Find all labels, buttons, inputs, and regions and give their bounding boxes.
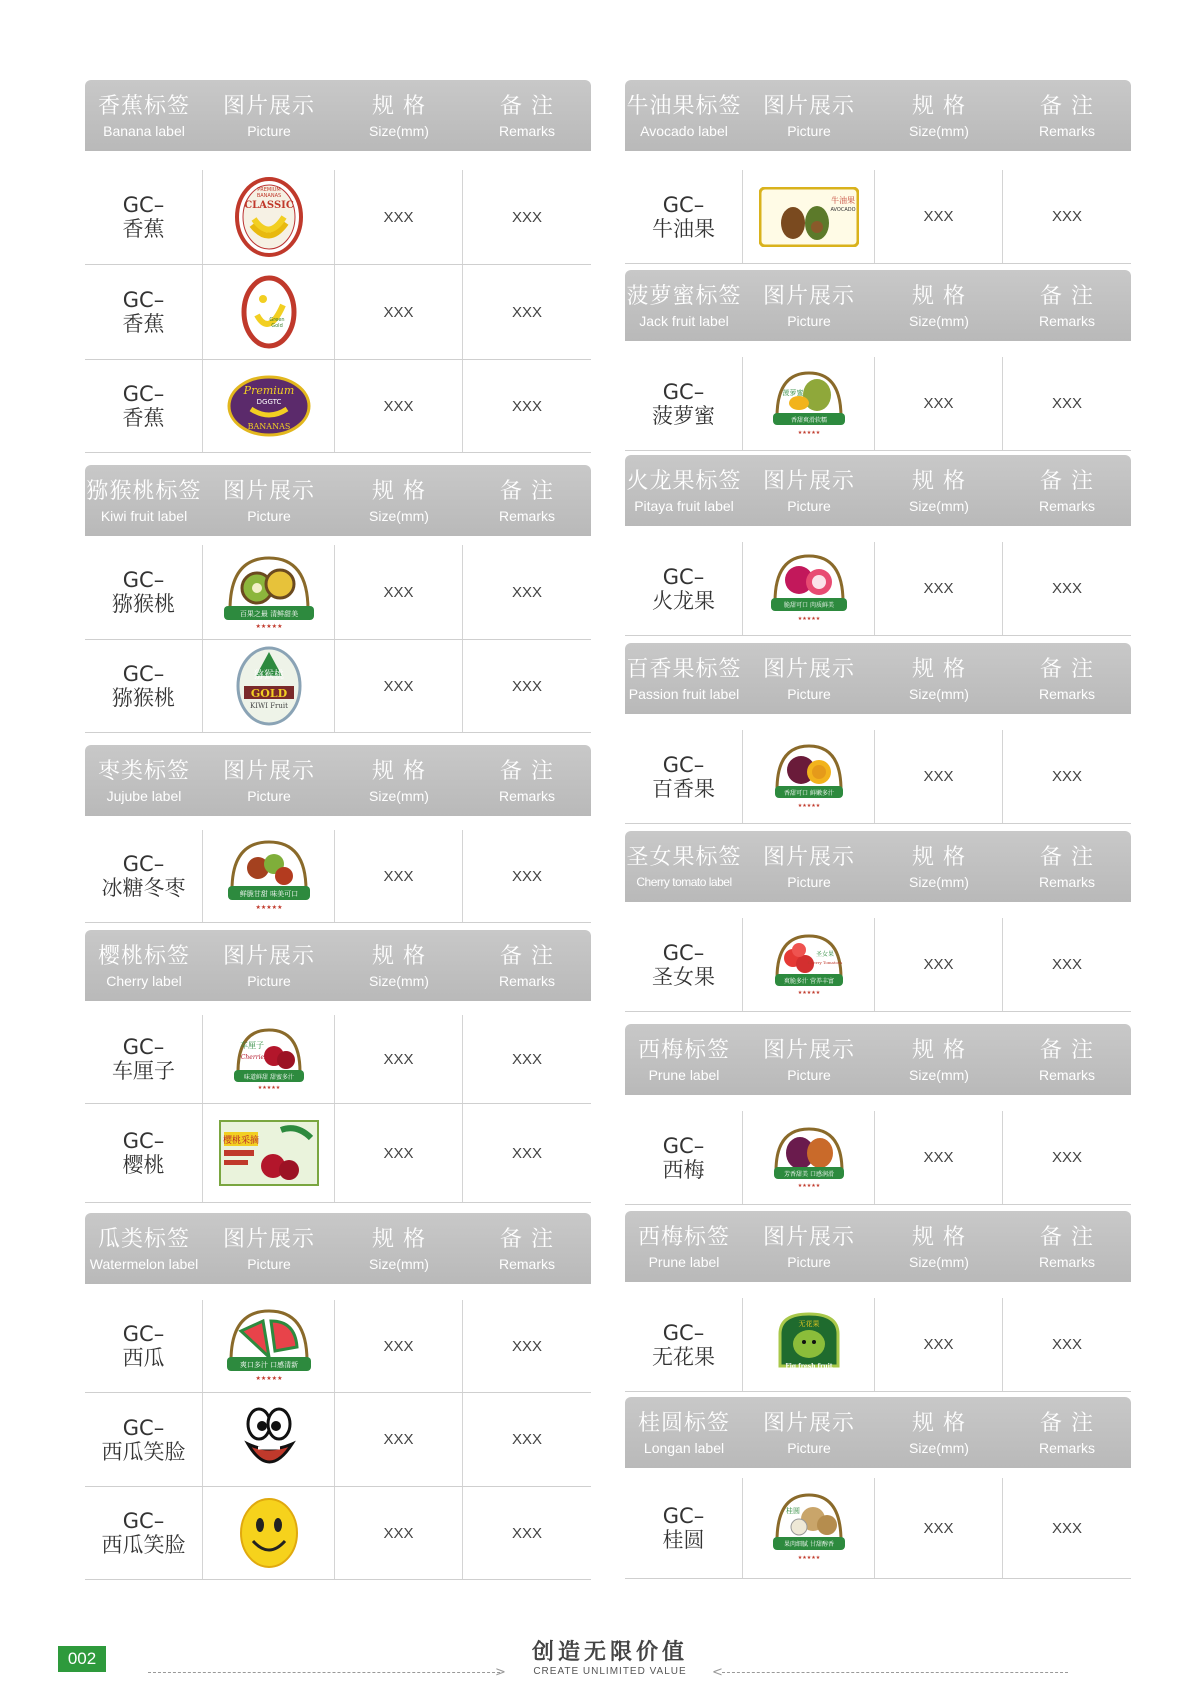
size-header-en: Size(mm) xyxy=(909,1254,969,1270)
size-header-en: Size(mm) xyxy=(369,508,429,524)
section-title-en: Pitaya fruit label xyxy=(634,498,734,514)
picture-header-cn: 图片展示 xyxy=(762,657,855,682)
remarks-value: XXX xyxy=(1051,1149,1082,1166)
section-title-cn: 香蕉标签 xyxy=(97,94,190,119)
product-name: GC– 西瓜 xyxy=(122,1322,165,1370)
cherry-tomato-label-icon xyxy=(771,932,847,998)
size-header-en: Size(mm) xyxy=(909,686,969,702)
svg-text:★★★★★: ★★★★★ xyxy=(797,429,820,436)
svg-text:牛油果: 牛油果 xyxy=(830,195,855,205)
svg-text:香甜可口 鲜嫩多汁: 香甜可口 鲜嫩多汁 xyxy=(783,789,834,797)
picture-cell xyxy=(203,265,335,359)
section-title-cn: 枣类标签 xyxy=(97,759,190,784)
product-name: GC– 猕猴桃 xyxy=(112,662,175,710)
smiley-face-label-icon xyxy=(239,1497,299,1569)
size-value: XXX xyxy=(923,395,954,412)
section-header-prune xyxy=(625,1024,1131,1095)
table-row xyxy=(85,265,591,360)
table-row xyxy=(625,1478,1131,1579)
section-title-cn: 桂圆标签 xyxy=(637,1411,730,1436)
passion-fruit-label-icon xyxy=(771,742,847,812)
svg-text:爽脆多汁 营养丰富: 爽脆多汁 营养丰富 xyxy=(783,977,834,985)
banana-classic-label-icon xyxy=(234,177,304,257)
table-row xyxy=(625,542,1131,636)
section-header-jackfruit xyxy=(625,270,1131,341)
svg-text:★★★★★: ★★★★★ xyxy=(797,615,820,622)
picture-header-cn: 图片展示 xyxy=(762,1411,855,1436)
product-name: GC– 火龙果 xyxy=(652,564,715,613)
svg-text:★★★★★: ★★★★★ xyxy=(257,1085,280,1091)
table-row xyxy=(85,360,591,453)
size-header-cn: 规 格 xyxy=(912,284,966,309)
section-title-cn: 樱桃标签 xyxy=(97,944,190,969)
size-header-cn: 规 格 xyxy=(372,759,426,784)
size-value: XXX xyxy=(923,1149,954,1166)
table-row xyxy=(85,1104,591,1203)
remarks-value: XXX xyxy=(1051,208,1082,225)
remarks-value: XXX xyxy=(511,583,542,601)
size-value: XXX xyxy=(923,1519,954,1537)
table-row xyxy=(85,1393,591,1487)
remarks-header-en: Remarks xyxy=(1038,123,1095,139)
remarks-value: XXX xyxy=(511,303,542,321)
picture-header-cn: 图片展示 xyxy=(762,469,855,494)
svg-text:★★★★★: ★★★★★ xyxy=(797,1182,820,1189)
remarks-value: XXX xyxy=(1051,580,1082,597)
table-row xyxy=(625,730,1131,824)
remarks-header-en: Remarks xyxy=(498,973,555,989)
size-header-cn: 规 格 xyxy=(912,469,966,494)
remarks-value: XXX xyxy=(511,1431,542,1448)
picture-header-en: Picture xyxy=(787,874,831,890)
table-row xyxy=(85,1015,591,1104)
cherry-rectangle-label-icon xyxy=(219,1120,319,1186)
section-title-en: Avocado label xyxy=(640,123,728,139)
table-row xyxy=(625,918,1131,1012)
table-row xyxy=(625,1298,1131,1392)
arrow-right-icon: > xyxy=(495,1665,506,1680)
remarks-header-cn: 备 注 xyxy=(500,944,554,969)
remarks-value: XXX xyxy=(1051,768,1082,785)
picture-cell xyxy=(743,1298,875,1391)
picture-cell xyxy=(743,1111,875,1204)
remarks-value: XXX xyxy=(511,1050,542,1068)
picture-header-cn: 图片展示 xyxy=(762,94,855,119)
remarks-header-cn: 备 注 xyxy=(1040,1411,1094,1436)
remarks-header-en: Remarks xyxy=(1038,1254,1095,1270)
footer-divider-right xyxy=(722,1672,1068,1673)
svg-text:Cherry Tomatoes: Cherry Tomatoes xyxy=(807,959,842,965)
table-row xyxy=(85,1300,591,1393)
remarks-header-en: Remarks xyxy=(1038,1440,1095,1456)
size-value: XXX xyxy=(923,768,954,785)
remarks-header-cn: 备 注 xyxy=(1040,469,1094,494)
svg-text:爽口多汁 口感清新: 爽口多汁 口感清新 xyxy=(239,1361,298,1369)
section-header-prune-fig xyxy=(625,1211,1131,1282)
section-header-longan xyxy=(625,1397,1131,1468)
product-name: GC– 车厘子 xyxy=(112,1035,175,1083)
fig-label-icon xyxy=(774,1310,844,1380)
picture-header-cn: 图片展示 xyxy=(222,1227,315,1252)
section-title-cn: 牛油果标签 xyxy=(626,94,742,119)
watermelon-label-icon xyxy=(223,1307,315,1385)
picture-cell xyxy=(203,830,335,922)
size-value: XXX xyxy=(383,208,414,226)
size-value: XXX xyxy=(383,303,414,321)
remarks-header-en: Remarks xyxy=(498,123,555,139)
svg-text:车厘子: 车厘子 xyxy=(239,1041,264,1050)
svg-text:★★★★★: ★★★★★ xyxy=(797,989,820,996)
svg-text:GOLD: GOLD xyxy=(250,687,287,700)
section-title-cn: 西梅标签 xyxy=(637,1038,730,1063)
picture-header-en: Picture xyxy=(247,1256,291,1272)
remarks-header-cn: 备 注 xyxy=(1040,845,1094,870)
picture-cell xyxy=(743,170,875,263)
section-header-passion-fruit xyxy=(625,643,1131,714)
size-value: XXX xyxy=(923,956,954,973)
remarks-value: XXX xyxy=(1051,956,1082,973)
svg-text:味道鲜甜 甜蜜多汁: 味道鲜甜 甜蜜多汁 xyxy=(243,1074,294,1081)
size-header-en: Size(mm) xyxy=(909,123,969,139)
size-header-en: Size(mm) xyxy=(909,313,969,329)
size-value: XXX xyxy=(383,1431,414,1448)
product-name: GC– 无花果 xyxy=(652,1320,715,1369)
section-title-cn: 猕猴桃标签 xyxy=(86,479,202,504)
size-value: XXX xyxy=(383,867,414,885)
section-title-en: Passion fruit label xyxy=(628,686,740,702)
size-value: XXX xyxy=(383,677,414,695)
size-header-cn: 规 格 xyxy=(372,479,426,504)
svg-text:★★★★★: ★★★★★ xyxy=(797,802,820,809)
size-value: XXX xyxy=(923,1336,954,1353)
kiwi-gold-label-icon xyxy=(236,646,302,726)
picture-cell xyxy=(743,918,875,1011)
svg-text:★★★★★: ★★★★★ xyxy=(255,904,282,911)
picture-cell xyxy=(743,1478,875,1578)
picture-header-en: Picture xyxy=(787,498,831,514)
avocado-label-icon xyxy=(759,187,859,247)
svg-text:芳香甜美 口感润滑: 芳香甜美 口感润滑 xyxy=(783,1170,834,1178)
size-value: XXX xyxy=(923,580,954,597)
remarks-header-en: Remarks xyxy=(1038,498,1095,514)
banana-premium-dggtc-label-icon xyxy=(227,375,311,437)
svg-text:Green: Green xyxy=(268,317,285,323)
svg-text:Cherries: Cherries xyxy=(240,1054,267,1061)
svg-text:★★★★★: ★★★★★ xyxy=(255,1375,282,1382)
product-name: GC– 香蕉 xyxy=(122,382,165,430)
prune-label-icon xyxy=(770,1125,848,1191)
product-name: GC– 桂圆 xyxy=(662,1504,705,1552)
footer-slogan xyxy=(500,1640,720,1677)
size-value: XXX xyxy=(383,1144,414,1162)
remarks-header-en: Remarks xyxy=(1038,313,1095,329)
picture-cell xyxy=(203,640,335,732)
remarks-value: XXX xyxy=(511,1337,542,1355)
banana-green-gold-label-icon xyxy=(241,275,297,349)
section-header-watermelon xyxy=(85,1213,591,1284)
size-header-en: Size(mm) xyxy=(369,788,429,804)
size-header-en: Size(mm) xyxy=(909,1067,969,1083)
section-title-en: Banana label xyxy=(103,123,185,139)
size-value: XXX xyxy=(383,397,414,415)
remarks-header-en: Remarks xyxy=(498,508,555,524)
svg-text:AVOCADO: AVOCADO xyxy=(829,206,856,213)
svg-text:樱桃采摘: 樱桃采摘 xyxy=(222,1136,259,1146)
arrow-left-icon: < xyxy=(712,1665,723,1680)
section-title-cn: 菠萝蜜标签 xyxy=(626,284,742,309)
cartoon-face-label-icon xyxy=(242,1404,296,1476)
table-row xyxy=(625,170,1131,264)
size-value: XXX xyxy=(383,583,414,601)
section-title-cn: 西梅标签 xyxy=(637,1225,730,1250)
slogan-en: CREATE UNLIMITED VALUE xyxy=(533,1666,687,1677)
product-name: GC– 樱桃 xyxy=(122,1129,165,1177)
section-title-en: Cherry tomato label xyxy=(636,875,732,889)
svg-text:香甜爽滑软糯: 香甜爽滑软糯 xyxy=(790,416,827,424)
table-row xyxy=(85,1487,591,1580)
section-header-cherry-tomato xyxy=(625,831,1131,902)
picture-cell xyxy=(743,542,875,635)
svg-text:★★★★★: ★★★★★ xyxy=(797,1555,820,1561)
section-title-en: Jujube label xyxy=(106,788,182,804)
remarks-value: XXX xyxy=(511,677,542,695)
product-name: GC– 百香果 xyxy=(652,752,715,801)
slogan-cn: 创造无限价值 xyxy=(531,1640,688,1665)
picture-cell xyxy=(743,730,875,823)
table-row xyxy=(625,1111,1131,1205)
picture-header-cn: 图片展示 xyxy=(222,944,315,969)
picture-header-cn: 图片展示 xyxy=(222,94,315,119)
svg-text:桂圆: 桂圆 xyxy=(785,1507,800,1515)
longan-label-icon xyxy=(769,1491,849,1565)
product-name: GC– 猕猴桃 xyxy=(112,568,175,616)
remarks-value: XXX xyxy=(511,1524,542,1542)
picture-header-cn: 图片展示 xyxy=(762,284,855,309)
remarks-header-cn: 备 注 xyxy=(500,94,554,119)
product-name: GC– 菠萝蜜 xyxy=(652,379,715,428)
section-header-jujube xyxy=(85,745,591,816)
size-value: XXX xyxy=(923,208,954,225)
size-header-cn: 规 格 xyxy=(912,845,966,870)
size-header-cn: 规 格 xyxy=(372,94,426,119)
picture-header-en: Picture xyxy=(247,123,291,139)
pitaya-label-icon xyxy=(767,552,851,626)
size-header-en: Size(mm) xyxy=(909,874,969,890)
remarks-value: XXX xyxy=(1051,1519,1082,1537)
kiwi-label-icon xyxy=(222,552,316,632)
size-value: XXX xyxy=(383,1337,414,1355)
product-name: GC– 西瓜笑脸 xyxy=(101,1509,186,1557)
remarks-header-cn: 备 注 xyxy=(1040,1038,1094,1063)
size-header-en: Size(mm) xyxy=(909,498,969,514)
remarks-header-en: Remarks xyxy=(1038,874,1095,890)
picture-header-en: Picture xyxy=(787,1440,831,1456)
remarks-header-cn: 备 注 xyxy=(500,1227,554,1252)
remarks-value: XXX xyxy=(511,208,542,226)
size-header-cn: 规 格 xyxy=(912,657,966,682)
svg-text:KIWI Fruit: KIWI Fruit xyxy=(249,702,288,710)
remarks-header-cn: 备 注 xyxy=(1040,657,1094,682)
remarks-value: XXX xyxy=(511,867,542,885)
svg-text:无花果: 无花果 xyxy=(798,1319,819,1328)
remarks-value: XXX xyxy=(1051,395,1082,412)
size-header-cn: 规 格 xyxy=(912,1411,966,1436)
table-row xyxy=(85,170,591,265)
picture-cell xyxy=(203,170,335,264)
svg-text:BANANAS: BANANAS xyxy=(256,193,281,199)
remarks-value: XXX xyxy=(511,1144,542,1162)
product-name: GC– 西梅 xyxy=(662,1133,705,1182)
table-row xyxy=(625,357,1131,451)
picture-cell xyxy=(203,360,335,452)
table-row xyxy=(85,640,591,733)
svg-text:Gold: Gold xyxy=(270,323,283,329)
picture-header-cn: 图片展示 xyxy=(762,845,855,870)
picture-cell xyxy=(203,1300,335,1392)
section-title-en: Kiwi fruit label xyxy=(100,508,188,524)
size-header-en: Size(mm) xyxy=(909,1440,969,1456)
remarks-header-cn: 备 注 xyxy=(1040,1225,1094,1250)
remarks-header-cn: 备 注 xyxy=(500,759,554,784)
cherry-label-icon xyxy=(230,1026,308,1092)
svg-text:★★★★★: ★★★★★ xyxy=(255,623,282,630)
picture-header-en: Picture xyxy=(787,1067,831,1083)
size-header-cn: 规 格 xyxy=(372,944,426,969)
svg-text:菠萝蜜: 菠萝蜜 xyxy=(782,388,803,397)
jujube-label-icon xyxy=(222,838,316,914)
size-header-cn: 规 格 xyxy=(372,1227,426,1252)
svg-text:百果之最 清鲜甜美: 百果之最 清鲜甜美 xyxy=(239,610,298,618)
size-header-cn: 规 格 xyxy=(912,94,966,119)
section-title-en: Jack fruit label xyxy=(639,313,729,329)
svg-text:BANANAS: BANANAS xyxy=(247,422,290,431)
size-value: XXX xyxy=(383,1050,414,1068)
product-name: GC– 香蕉 xyxy=(122,193,165,241)
svg-text:CLASSIC: CLASSIC xyxy=(243,200,294,211)
svg-text:Premium: Premium xyxy=(243,384,294,397)
remarks-header-cn: 备 注 xyxy=(1040,94,1094,119)
product-name: GC– 冰糖冬枣 xyxy=(101,852,186,900)
remarks-header-en: Remarks xyxy=(1038,686,1095,702)
section-title-en: Prune label xyxy=(648,1067,720,1083)
section-header-pitaya xyxy=(625,455,1131,526)
remarks-header-cn: 备 注 xyxy=(1040,284,1094,309)
section-title-cn: 火龙果标签 xyxy=(626,469,742,494)
picture-cell xyxy=(203,1015,335,1103)
section-title-en: Prune label xyxy=(648,1254,720,1270)
picture-header-en: Picture xyxy=(787,313,831,329)
jackfruit-label-icon xyxy=(769,369,849,439)
svg-text:鲜脆甘甜 味美可口: 鲜脆甘甜 味美可口 xyxy=(239,890,298,898)
picture-header-cn: 图片展示 xyxy=(762,1038,855,1063)
svg-text:DGGTC: DGGTC xyxy=(256,398,281,406)
product-name: GC– 牛油果 xyxy=(652,192,715,241)
table-row xyxy=(85,545,591,640)
section-header-banana xyxy=(85,80,591,151)
size-header-cn: 规 格 xyxy=(912,1038,966,1063)
size-header-en: Size(mm) xyxy=(369,1256,429,1272)
picture-header-en: Picture xyxy=(247,973,291,989)
product-name: GC– 圣女果 xyxy=(652,940,715,989)
picture-header-en: Picture xyxy=(787,1254,831,1270)
remarks-header-en: Remarks xyxy=(498,1256,555,1272)
remarks-header-en: Remarks xyxy=(498,788,555,804)
remarks-value: XXX xyxy=(1051,1336,1082,1353)
svg-text:圣女果: 圣女果 xyxy=(815,950,834,958)
product-name: GC– 香蕉 xyxy=(122,288,165,336)
section-header-kiwi xyxy=(85,465,591,536)
section-header-avocado xyxy=(625,80,1131,151)
picture-header-en: Picture xyxy=(787,123,831,139)
picture-cell xyxy=(743,357,875,450)
svg-text:Fig fresh fruit: Fig fresh fruit xyxy=(784,1362,833,1370)
section-title-cn: 百香果标签 xyxy=(626,657,742,682)
picture-cell xyxy=(203,1487,335,1579)
footer-divider-left xyxy=(148,1672,500,1673)
svg-text:脆甜可口 肉质鲜美: 脆甜可口 肉质鲜美 xyxy=(783,601,834,609)
section-title-cn: 瓜类标签 xyxy=(97,1227,190,1252)
svg-text:猕猴桃: 猕猴桃 xyxy=(253,670,284,681)
remarks-value: XXX xyxy=(511,397,542,415)
section-title-en: Watermelon label xyxy=(89,1256,199,1272)
picture-cell xyxy=(203,1393,335,1486)
svg-text:PREMIUM: PREMIUM xyxy=(256,187,281,193)
product-name: GC– 西瓜笑脸 xyxy=(101,1415,186,1464)
picture-cell xyxy=(203,545,335,639)
picture-header-en: Picture xyxy=(787,686,831,702)
section-title-cn: 圣女果标签 xyxy=(626,845,742,870)
table-row xyxy=(85,830,591,923)
size-header-en: Size(mm) xyxy=(369,973,429,989)
section-title-en: Longan label xyxy=(643,1440,725,1456)
picture-header-en: Picture xyxy=(247,788,291,804)
size-header-cn: 规 格 xyxy=(912,1225,966,1250)
size-header-en: Size(mm) xyxy=(369,123,429,139)
picture-header-cn: 图片展示 xyxy=(222,759,315,784)
picture-header-cn: 图片展示 xyxy=(762,1225,855,1250)
picture-cell xyxy=(203,1104,335,1202)
remarks-header-cn: 备 注 xyxy=(500,479,554,504)
section-header-cherry xyxy=(85,930,591,1001)
section-title-en: Cherry label xyxy=(106,973,182,989)
picture-header-cn: 图片展示 xyxy=(222,479,315,504)
picture-header-en: Picture xyxy=(247,508,291,524)
svg-text:果肉细腻 甘甜醇香: 果肉细腻 甘甜醇香 xyxy=(783,1541,834,1548)
page-number: 002 xyxy=(58,1646,106,1672)
size-value: XXX xyxy=(383,1524,414,1542)
remarks-header-en: Remarks xyxy=(1038,1067,1095,1083)
